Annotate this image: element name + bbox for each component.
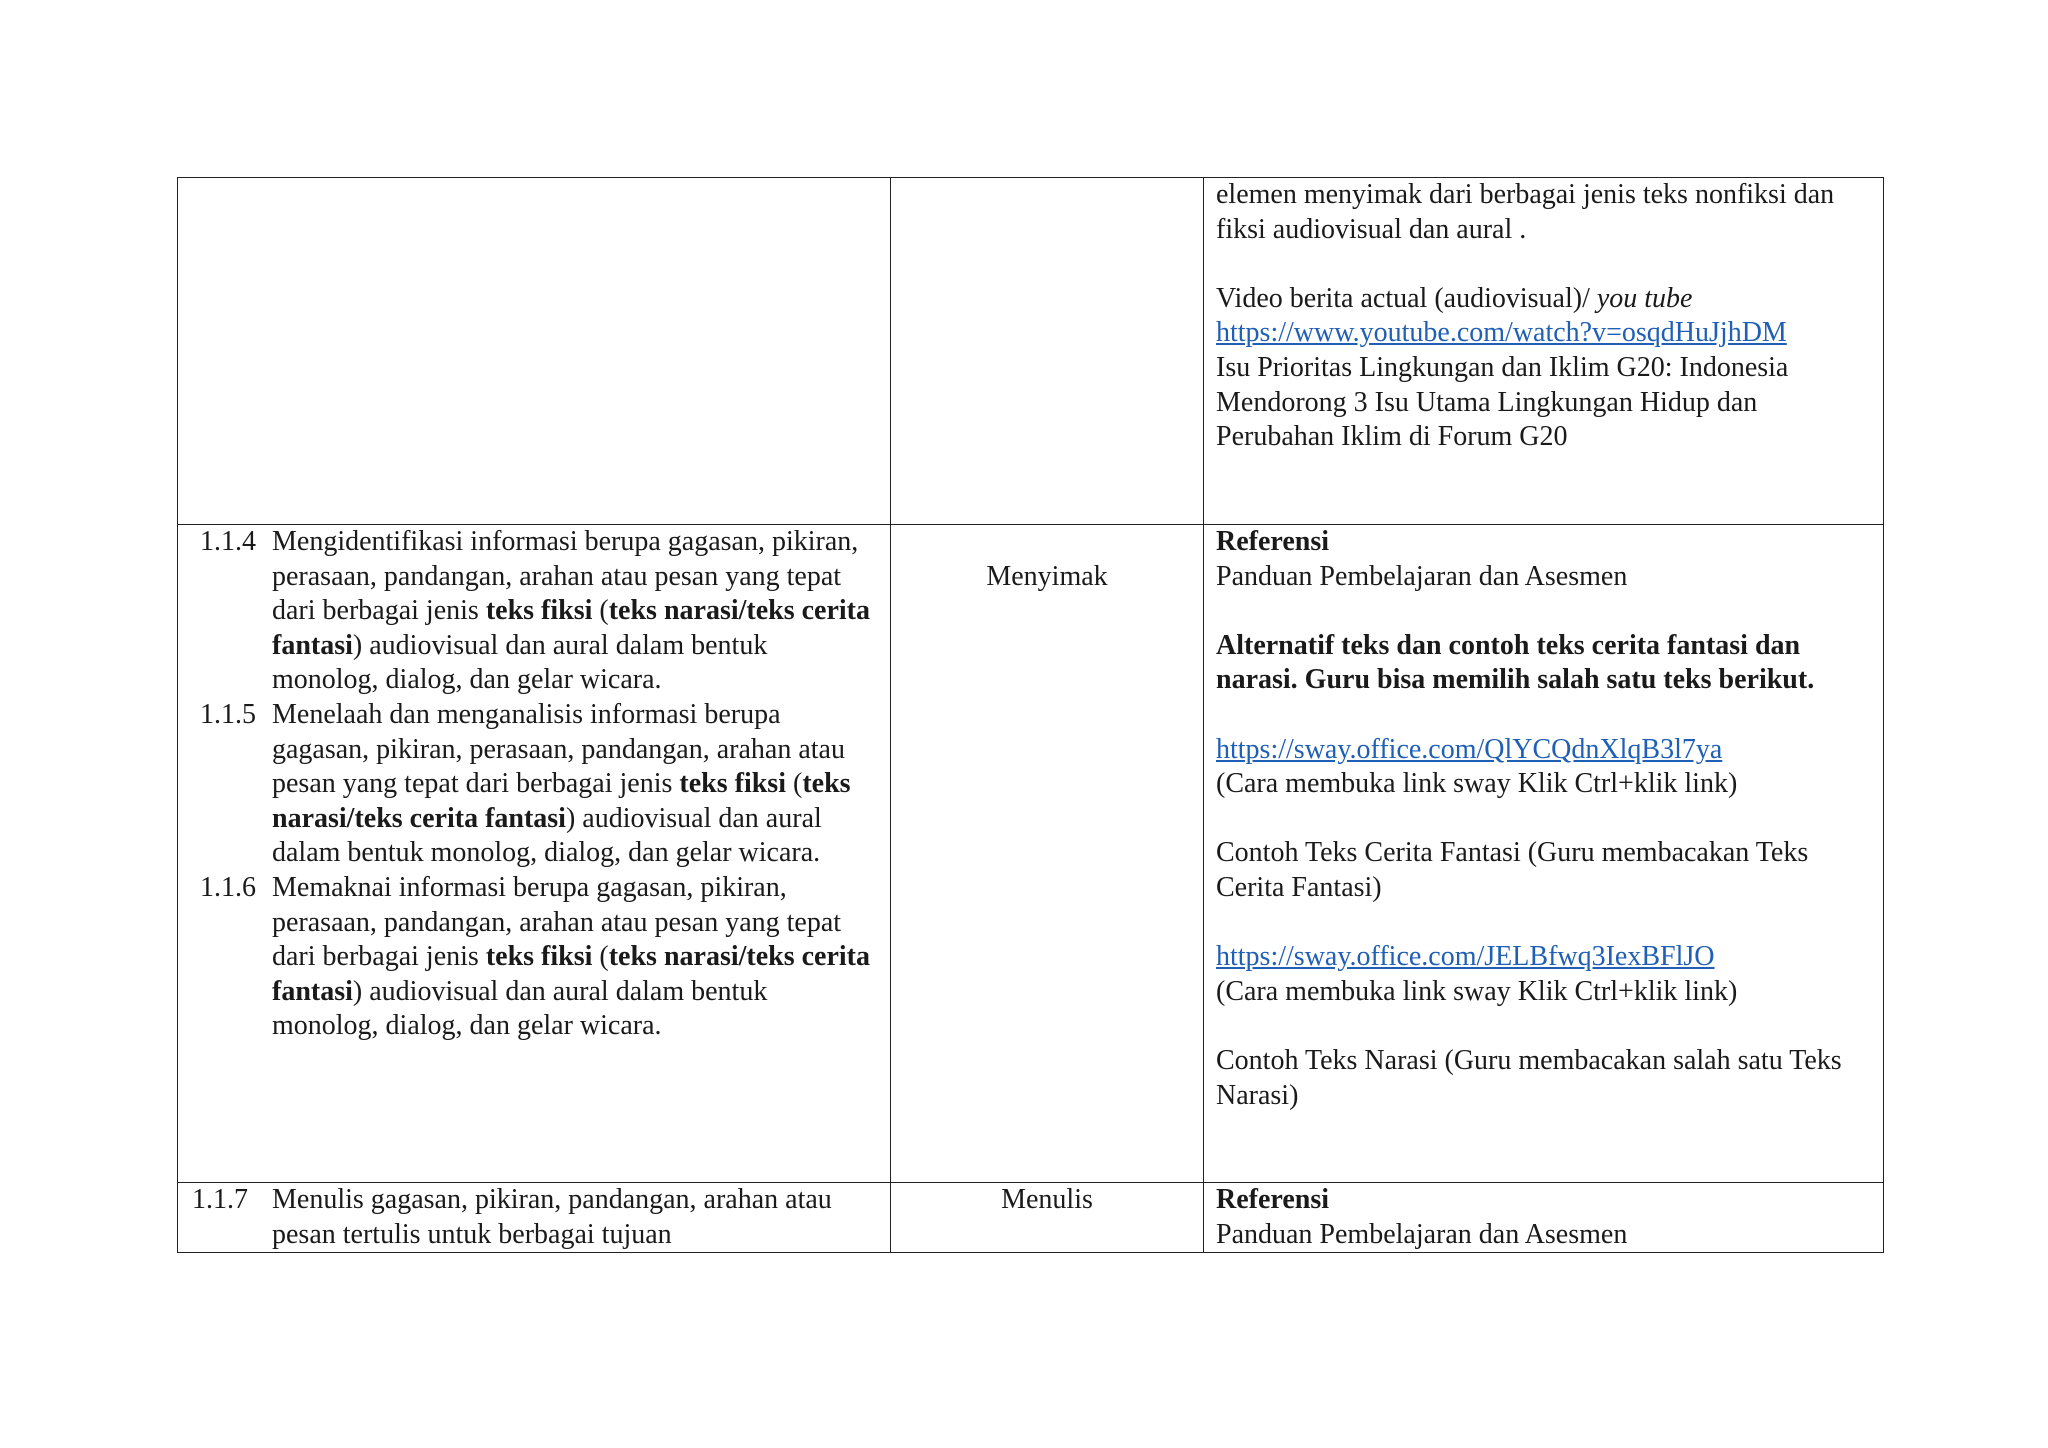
objective-number: 1.1.5 xyxy=(200,698,256,730)
objective-text: Menulis gagasan, pikiran, pandangan, arahan atau pesan tertulis untuk berbagai tujuan xyxy=(272,1184,832,1250)
objective-item xyxy=(190,1183,878,1252)
alternative-note: Alternatif teks dan contoh teks cerita fantasi dan narasi. Guru bisa memilih salah satu teks berikut. xyxy=(1216,629,1815,696)
video-label: Video berita actual (audiovisual)/ xyxy=(1216,282,1590,314)
objective-item xyxy=(190,871,878,1044)
example-text: Contoh Teks Cerita Fantasi (Guru membacakan Teks Cerita Fantasi) xyxy=(1216,837,1809,903)
video-line xyxy=(1216,282,1871,317)
sway-link[interactable]: https://sway.office.com/QlYCQdnXlqB3l7ya xyxy=(1216,733,1723,765)
objectives-cell xyxy=(178,178,891,525)
skill-cell xyxy=(891,178,1204,525)
video-source: you tube xyxy=(1596,282,1693,314)
link-hint: (Cara membuka link sway Klik Ctrl+klik link) xyxy=(1216,768,1738,800)
video-title: Isu Prioritas Lingkungan dan Iklim G20: Indonesia Mendorong 3 Isu Utama Lingkungan Hidup dan Perubahan Iklim di Forum G20 xyxy=(1216,351,1789,453)
reference-guide: Panduan Pembelajaran dan Asesmen xyxy=(1216,560,1628,592)
example-text: Contoh Teks Narasi (Guru membacakan salah satu Teks Narasi) xyxy=(1216,1044,1842,1111)
reference-heading: Referensi xyxy=(1216,1184,1329,1215)
reference-cell xyxy=(1204,178,1884,525)
link-hint: (Cara membuka link sway Klik Ctrl+klik link) xyxy=(1216,975,1738,1007)
objective-number: 1.1.6 xyxy=(200,871,256,903)
table-row xyxy=(178,178,1884,525)
objectives-cell xyxy=(178,1183,891,1253)
table-row xyxy=(178,525,1884,1183)
intro-text: elemen menyimak dari berbagai jenis teks nonfiksi dan fiksi audiovisual dan aural . xyxy=(1216,179,1835,245)
objective-item xyxy=(190,698,878,871)
reference-cell xyxy=(1204,1183,1884,1253)
objective-text: Memaknai informasi berupa gagasan, pikiran, perasaan, pandangan, arahan atau pesan yang tepat dari berbagai jenis teks fiksi (teks narasi/teks cerita fantasi) audiovisual dan aural dalam bentuk monolog, dialog, dan gelar wicara. xyxy=(272,871,871,1042)
objective-number: 1.1.7 xyxy=(192,1184,248,1215)
skill-cell xyxy=(891,1183,1204,1253)
skill-label: Menulis xyxy=(1001,1184,1093,1215)
reference-heading: Referensi xyxy=(1216,526,1329,557)
objective-text: Menelaah dan menganalisis informasi berupa gagasan, pikiran, perasaan, pandangan, arahan atau pesan yang tepat dari berbagai jenis teks fiksi (teks narasi/teks cerita fantasi) audiovisual dan aural dalam bentuk monolog, dialog, dan gelar wicara. xyxy=(272,698,851,869)
lesson-plan-table xyxy=(177,177,1884,1253)
skill-cell xyxy=(891,525,1204,1183)
sway-link[interactable]: https://sway.office.com/JELBfwq3IexBFlJO xyxy=(1216,941,1715,973)
objectives-cell xyxy=(178,525,891,1183)
objective-text: Mengidentifikasi informasi berupa gagasan, pikiran, perasaan, pandangan, arahan atau pesan yang tepat dari berbagai jenis teks fiksi (teks narasi/teks cerita fantasi) audiovisual dan aural dalam bentuk monolog, dialog, dan gelar wicara. xyxy=(272,526,871,696)
objective-item xyxy=(190,525,878,698)
table-row xyxy=(178,1183,1884,1253)
reference-guide: Panduan Pembelajaran dan Asesmen xyxy=(1216,1218,1628,1250)
reference-cell xyxy=(1204,525,1884,1183)
objective-number: 1.1.4 xyxy=(200,526,256,557)
skill-label: Menyimak xyxy=(986,560,1108,592)
youtube-link[interactable]: https://www.youtube.com/watch?v=osqdHuJjhDM xyxy=(1216,317,1787,349)
